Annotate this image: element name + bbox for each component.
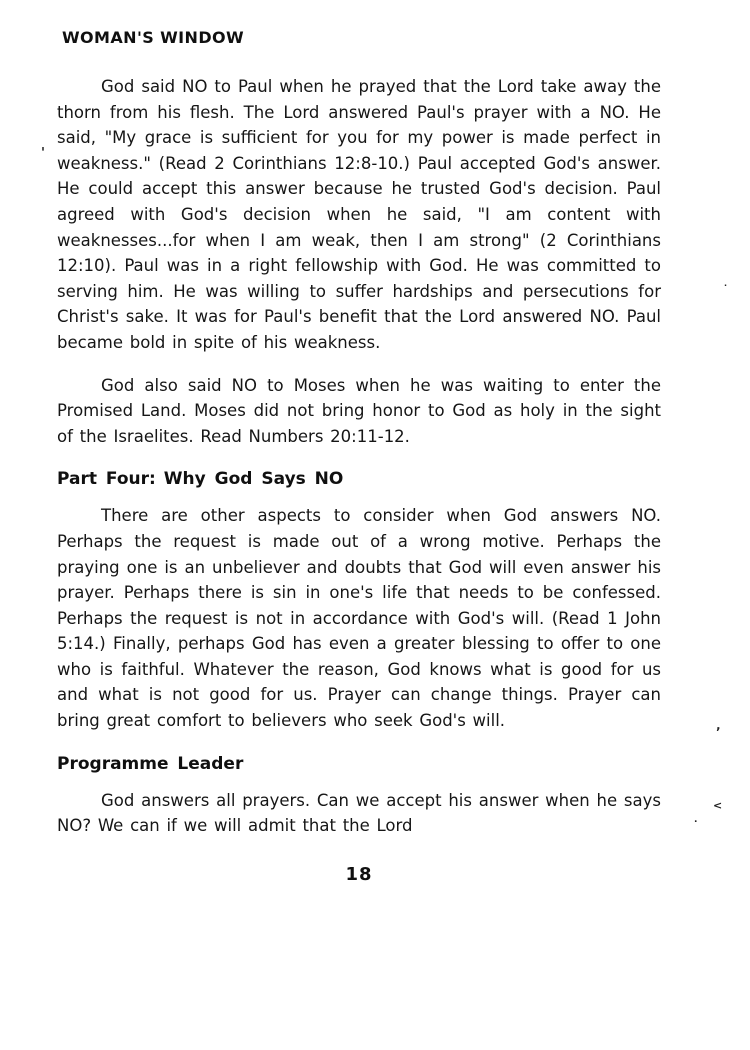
scan-speck-left-margin: ' xyxy=(41,146,45,161)
paragraph-god-said-no-to-moses: God also said NO to Moses when he was waiting to enter the Promised Land. Moses did not bring honor to God as holy in the sight of the Israelites. Read Numbers 20:11-12. xyxy=(57,375,661,446)
paragraph-why-god-says-no: There are other aspects to consider when God answers NO. Perhaps the request is made out of a wrong motive. Perhaps the praying one is an unbeliever and doubts that God will even answer his prayer. Perhaps there is sin in one's life that needs to be confessed. Perhaps the request is not in accordance with God's will. (Read 1 John 5:14.) Finally, perhaps God has even a greater blessing to offer to one who is faithful. Whatever the reason, God knows what is good for us and what is not good for us. Prayer can change things. Prayer can bring great comfort to believers who seek God's will. xyxy=(57,506,661,731)
page-title: WOMAN'S WINDOW xyxy=(62,28,245,47)
scan-speck-right-angle: < xyxy=(713,799,723,812)
section-heading-programme-leader: Programme Leader xyxy=(57,753,244,774)
scan-speck-dot: . xyxy=(724,279,728,288)
paragraph-programme-leader-intro: God answers all prayers. Can we accept his answer when he says NO? We can if we will admit that the Lord xyxy=(57,790,661,836)
page-number: 18 xyxy=(345,863,373,885)
part-four-label: Part Four: xyxy=(57,469,156,490)
part-four-title: Why God Says NO xyxy=(163,469,344,490)
paragraph-god-said-no-to-paul: God said NO to Paul when he prayed that the Lord take away the thorn from his flesh. The Lord answered Paul's prayer with a NO. He said, "My grace is sufficient for you for my power is made perfect in weakness." (Read 2 Corinthians 12:8-10.) Paul accepted God's answer. He could accept this answer because he trusted God's decision. Paul agreed with God's decision when he said, "I am content with weaknesses...for when I am weak, then I am strong" (2 Corinthians 12:10). Paul was in a right fellowship with God. He was committed to serving him. He was willing to suffer hardships and persecutions for Christ's sake. It was for Paul's benefit that the Lord answered NO. Paul became bold in spite of his weakness. xyxy=(57,77,661,352)
scan-speck-right-tick: ʼ xyxy=(716,725,721,739)
text-column xyxy=(57,28,661,885)
scan-speck-dot: . xyxy=(694,815,698,825)
section-heading-part-four xyxy=(57,469,661,489)
